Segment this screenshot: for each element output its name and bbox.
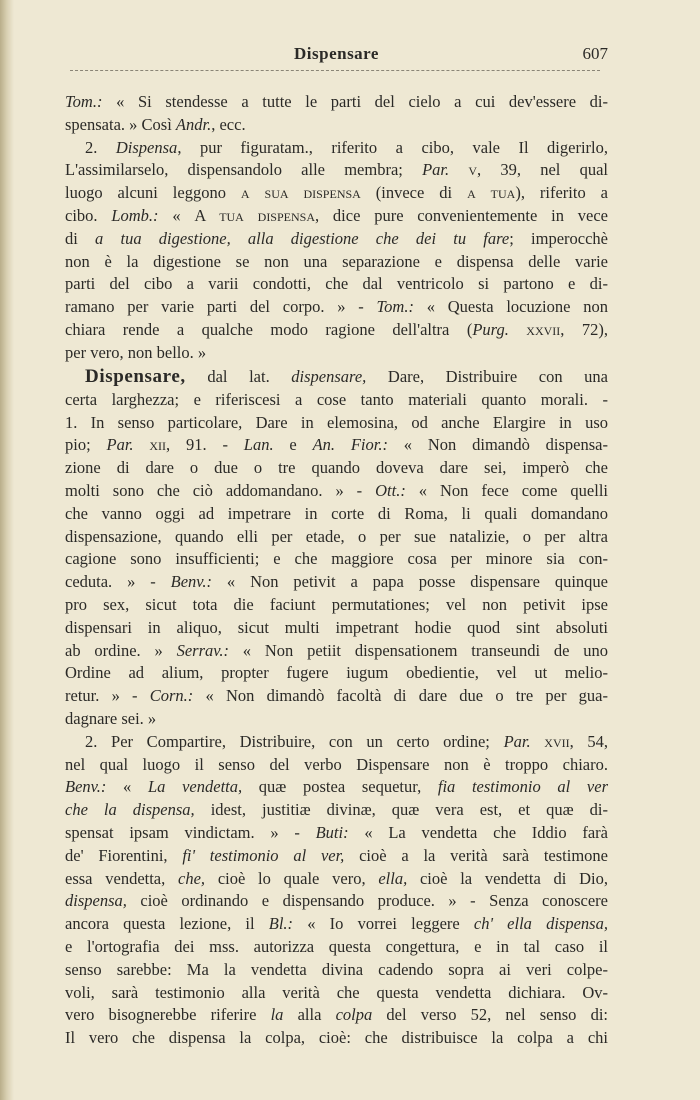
italic-text: Bl.: [268, 914, 294, 934]
text-run: dispensari in aliquo, sicut multi impetrant hodie quod sint absoluti [65, 617, 608, 637]
text-line [65, 114, 608, 137]
text-line [65, 776, 608, 799]
header-rule [70, 70, 600, 71]
italic-text: fi' testimonio al ver, [182, 845, 345, 865]
text-run: , ecc. [211, 114, 246, 134]
italic-text: Benv.: [170, 572, 213, 592]
text-run: cioè la vendetta di Dio, [407, 868, 608, 888]
text-run: dispensazione, quando elli per etade, o per sue natalizie, o per altra [65, 526, 608, 546]
italic-text: che, [178, 868, 206, 888]
text-run: cioè ordinando e dispensando produce. » - Senza conoscere [126, 891, 608, 911]
text-run: cioè a la verità sarà testimone [344, 845, 608, 865]
text-run: spensat ipsam vindictam. » - [65, 822, 316, 842]
text-run: 1. In senso particolare, Dare in elemosina, od anche Elargire in uso [65, 412, 608, 432]
italic-text: Par. [422, 160, 450, 180]
text-run: certa larghezza; e riferiscesi a cose tanto materiali quanto morali. - [65, 389, 608, 409]
italic-text: la [270, 1005, 284, 1025]
small-caps-text: a sua dispensa [240, 183, 361, 203]
text-run [531, 732, 545, 751]
text-line [65, 480, 608, 503]
text-run: , pur figuratam., riferito a cibo, vale Il digerirlo, [177, 137, 609, 157]
text-run [509, 320, 526, 339]
text-run: parti del cibo a varii condotti, che dal ventricolo si partono e di- [65, 274, 608, 294]
text-line [65, 1027, 608, 1050]
italic-text: Tom.: [376, 297, 414, 317]
text-run: ancora questa lezione, il [65, 914, 269, 934]
italic-text: ch' ella dispensa, [473, 914, 608, 934]
text-run: ceduta. » - [65, 572, 171, 592]
text-line [65, 434, 608, 457]
text-run: senso sarebbe: Ma la vendetta divina cadendo sopra ai veri colpe- [65, 959, 608, 979]
text-run: e l'ortografia dei mss. autorizza questa congettura, e in tal caso il [65, 936, 608, 956]
text-line [65, 617, 608, 640]
text-line [65, 159, 608, 182]
small-caps-text: xii [149, 435, 167, 455]
text-line [65, 571, 608, 594]
text-run: zione di dare o due o tre quando doveva dare sei, imperò che [65, 458, 608, 478]
text-run: Il vero che dispensa la colpa, cioè: che distribuisce la colpa a chi [65, 1028, 608, 1048]
running-title: Dispensare [294, 44, 379, 63]
text-run: (invece di [360, 183, 468, 203]
text-run: 2. Per Compartire, Distribuire, con un certo ordine; [85, 731, 504, 751]
italic-text: Purg. [472, 319, 509, 339]
entry-dispensare [65, 366, 608, 1050]
text-run: Dare, Distribuire con una [366, 367, 608, 386]
italic-text: Par. [503, 731, 531, 751]
text-line [65, 982, 608, 1005]
text-line [65, 594, 608, 617]
text-run: essa vendetta, [65, 868, 179, 888]
text-run: , 91. - [166, 435, 244, 455]
text-run: pro sex, sicut tota die faciunt permutationes; vel non petivit ipse [65, 594, 608, 614]
text-run: del verso 52, nel senso di: [372, 1005, 608, 1025]
text-run: , 72), [560, 319, 608, 339]
italic-text: che la dispensa, [65, 800, 195, 820]
text-line [65, 457, 608, 480]
text-line [65, 662, 608, 685]
italic-text: Buti: [315, 822, 349, 842]
text-run: ; imperocchè [509, 228, 609, 248]
text-run [134, 435, 150, 454]
text-line [65, 548, 608, 571]
text-run: « Non fece come quelli [405, 480, 608, 500]
italic-text: Benv.: [65, 777, 107, 797]
small-caps-text: xxvii [526, 319, 561, 339]
text-line [65, 845, 608, 868]
italic-text: Serrav.: [176, 640, 229, 660]
italic-text: fia testimonio al ver [437, 777, 608, 797]
text-run: cibo. [65, 205, 112, 225]
text-run: pio; [65, 435, 107, 455]
text-run: « [158, 205, 195, 225]
italic-text: Lan. [243, 435, 274, 455]
text-run: ), riferito a [515, 183, 608, 203]
text-line [65, 731, 608, 754]
text-run: « Non dimandò facoltà di dare due o tre per gua- [193, 686, 608, 706]
page-binding-edge [0, 0, 14, 1100]
italic-text: colpa [335, 1005, 373, 1025]
text-line [65, 913, 608, 936]
italic-text: Tom.: [65, 92, 103, 111]
small-caps-text: a tua [467, 183, 516, 203]
text-line [65, 799, 608, 822]
italic-text: ella, [378, 868, 408, 888]
italic-text: dispensare, [291, 367, 367, 386]
text-run: dal lat. [185, 367, 292, 386]
text-run: « La vendetta che Iddio farà [348, 822, 608, 842]
text-line [65, 1004, 608, 1027]
italic-text: La vendetta, [148, 777, 243, 797]
text-line [65, 296, 608, 319]
text-run: vero bisognerebbe riferire [65, 1005, 271, 1025]
text-line [65, 890, 608, 913]
text-line [65, 959, 608, 982]
text-line [65, 822, 608, 845]
text-run: non è la digestione se non una separazione e dispensa delle varie [65, 251, 608, 271]
text-run: , 54, [569, 731, 609, 751]
text-run: molti sono che ciò addomandano. » - [65, 480, 376, 500]
text-line [65, 754, 608, 777]
italic-text: a tua digestione, alla digestione che dei tu fare [95, 228, 510, 248]
text-run: « [106, 777, 148, 797]
text-run: voli, sarà testimonio alla verità che questa vendetta dichiara. Ov- [65, 982, 608, 1002]
text-line [65, 389, 608, 412]
text-run: « Non petiit dispensationem transeundi de uno [228, 640, 609, 660]
text-run: « Io vorrei leggere [293, 914, 474, 934]
text-line [65, 685, 608, 708]
italic-text: Corn.: [149, 686, 194, 706]
text-run: ramano per varie parti del corpo. » - [65, 297, 377, 317]
text-run: spensata. » Così [65, 114, 176, 134]
text-line [65, 366, 608, 389]
text-run: « Non petivit a papa posse dispensare quinque [212, 572, 608, 592]
italic-text: dispensa, [65, 891, 127, 911]
text-run: cioè lo quale vero, [205, 868, 379, 888]
text-line [65, 342, 608, 365]
small-caps-text: v [468, 160, 478, 180]
text-run: cagione sono insufficienti; e che maggiore cosa per minore sia con- [65, 549, 608, 569]
text-run: 2. [85, 137, 116, 157]
text-run: « Questa locuzione non [413, 297, 608, 317]
text-line [65, 526, 608, 549]
text-line [65, 137, 608, 160]
small-caps-text: xvii [544, 731, 570, 751]
text-line [65, 273, 608, 296]
headword: Dispensare, [85, 366, 186, 387]
text-run: « Si stendesse a tutte le parti del cielo a cui dev'essere di- [102, 92, 608, 111]
italic-text: Lomb.: [111, 205, 159, 225]
text-line [65, 708, 608, 731]
text-run: per vero, non bello. » [65, 342, 207, 362]
text-line [65, 936, 608, 959]
text-line [65, 868, 608, 891]
text-run: quæ postea sequetur, [242, 777, 438, 797]
text-run: e [273, 435, 313, 455]
text-run: di [65, 228, 96, 248]
italic-text: Par. [106, 435, 134, 455]
small-caps-text: A tua dispensa [194, 205, 315, 225]
text-run: , dice pure convenientemente in vece [315, 205, 608, 225]
text-line [65, 228, 608, 251]
text-run: luogo alcuni leggono [65, 183, 241, 203]
text-line [65, 640, 608, 663]
italic-text: Andr. [175, 114, 212, 134]
text-line [65, 205, 608, 228]
text-run: alla [283, 1005, 336, 1025]
text-line [65, 91, 608, 114]
text-line [65, 412, 608, 435]
text-line [65, 503, 608, 526]
text-run: de' Fiorentini, [65, 845, 183, 865]
italic-text: Dispensa [115, 137, 178, 157]
page-header [65, 44, 608, 66]
text-run: , 39, nel qual [477, 160, 608, 180]
page-number: 607 [582, 44, 608, 63]
text-line [65, 319, 608, 342]
text-run: retur. » - [65, 686, 150, 706]
text-run: dagnare sei. » [65, 708, 157, 728]
text-line [65, 251, 608, 274]
italic-text: An. Fior.: [312, 435, 388, 455]
text-run: idest, justitiæ divinæ, quæ vera est, et quæ di- [194, 800, 608, 820]
continued-entry-text [65, 91, 608, 365]
text-line [65, 182, 608, 205]
text-run: nel qual luogo il senso del verbo Dispensare non è troppo chiaro. [65, 754, 608, 774]
text-run: chiara rende a qualche modo ragione dell'altra ( [65, 319, 473, 339]
text-run: ab ordine. » [65, 640, 177, 660]
text-run: che vanno oggi ad impetrare in corte di Roma, li quali domandano [65, 503, 608, 523]
italic-text: Ott.: [375, 480, 406, 500]
text-run [449, 160, 468, 179]
text-run: L'assimilarselo, dispensandolo alle membra; [65, 160, 423, 180]
text-run: « Non dimandò dispensa- [387, 435, 608, 455]
text-run: Ordine ad alium, propter fugere iugum obedientie, vel ut melio- [65, 663, 608, 683]
